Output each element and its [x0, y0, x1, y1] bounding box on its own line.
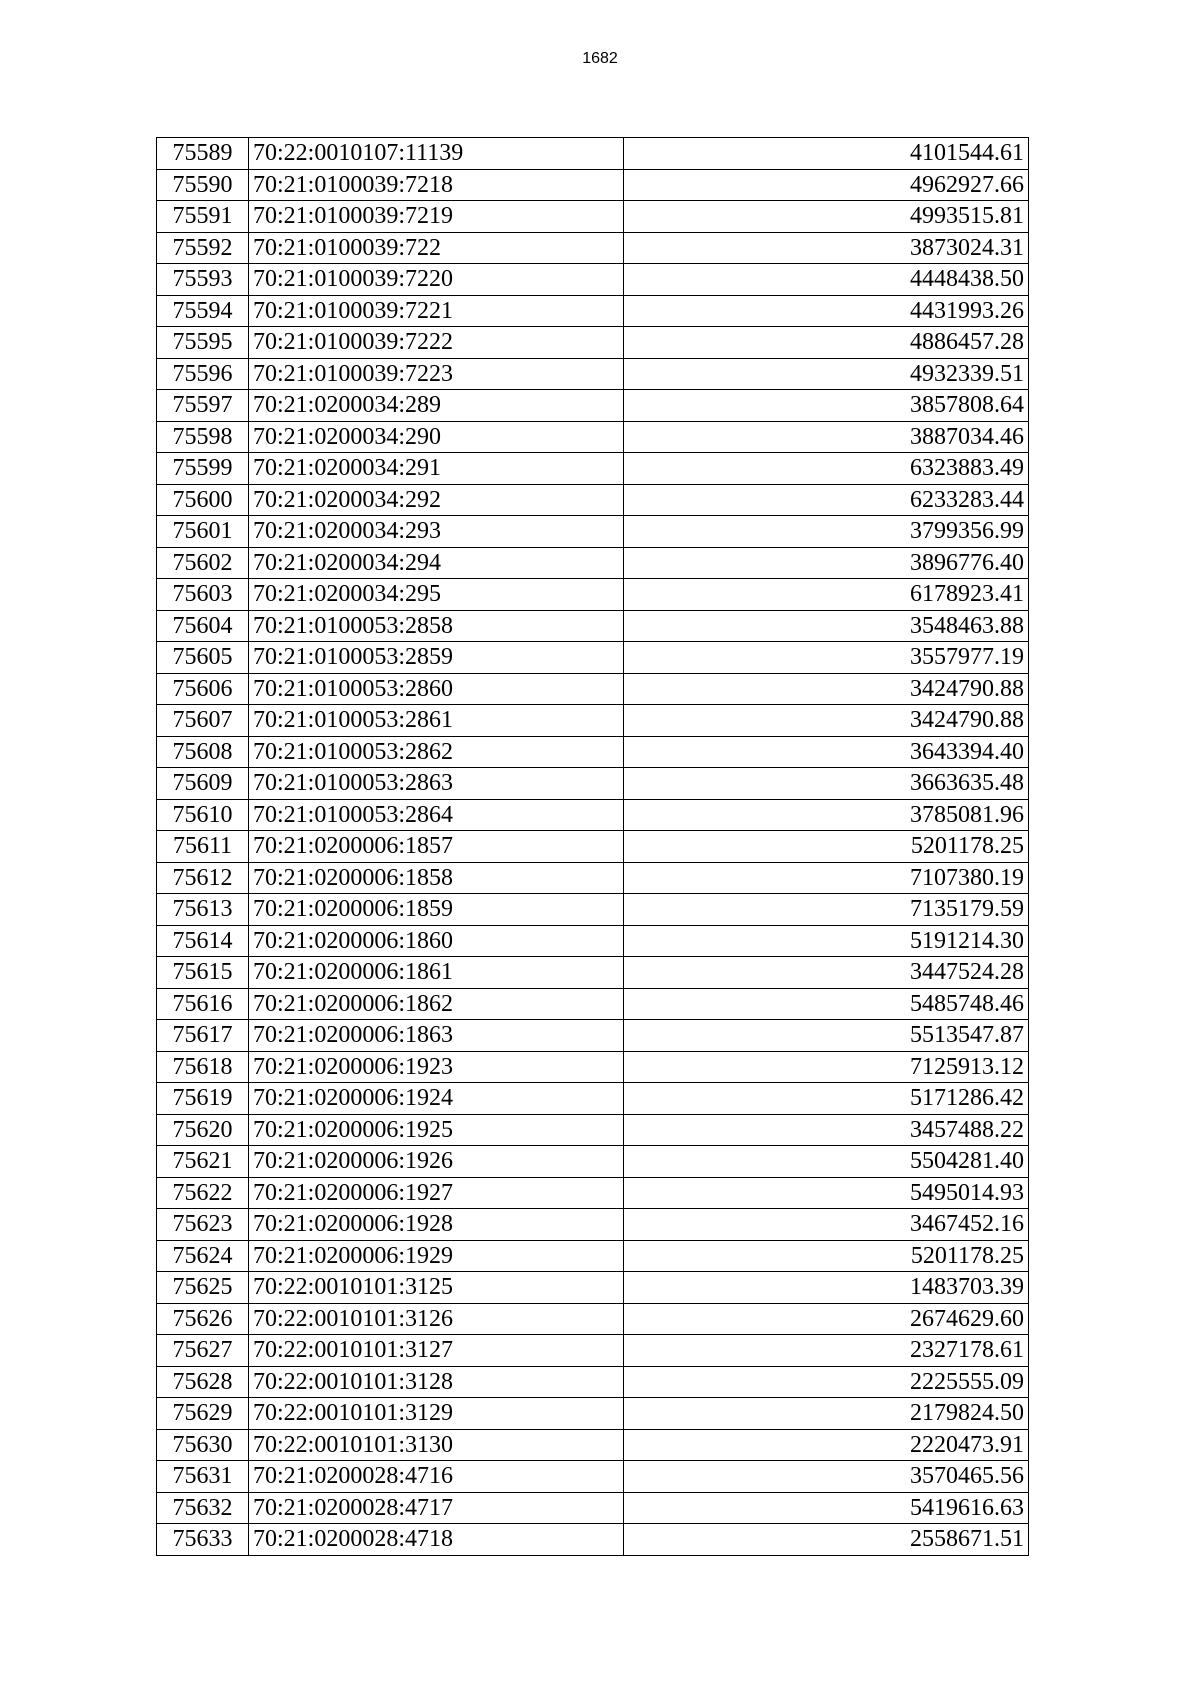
cadastral-number-cell: 70:21:0200006:1924 [249, 1083, 624, 1115]
cadastral-number-cell: 70:21:0100053:2862 [249, 736, 624, 768]
cadastral-number-cell: 70:22:0010101:3129 [249, 1398, 624, 1430]
row-number-cell: 75605 [157, 642, 249, 674]
row-number-cell: 75615 [157, 957, 249, 989]
table-row [157, 768, 1029, 800]
cadastral-value-cell: 4932339.51 [624, 358, 1029, 390]
table-row [157, 925, 1029, 957]
cadastral-value-cell: 7125913.12 [624, 1051, 1029, 1083]
table-row [157, 1114, 1029, 1146]
cadastral-number-cell: 70:21:0200006:1863 [249, 1020, 624, 1052]
table-row [157, 1209, 1029, 1241]
table-row [157, 1303, 1029, 1335]
cadastral-value-cell: 3663635.48 [624, 768, 1029, 800]
cadastral-value-cell: 6323883.49 [624, 453, 1029, 485]
cadastral-value-cell: 6178923.41 [624, 579, 1029, 611]
cadastral-value-cell: 5504281.40 [624, 1146, 1029, 1178]
cadastral-number-cell: 70:21:0200006:1927 [249, 1177, 624, 1209]
cadastral-number-cell: 70:21:0100039:722 [249, 232, 624, 264]
table-row [157, 169, 1029, 201]
row-number-cell: 75618 [157, 1051, 249, 1083]
table-row [157, 1051, 1029, 1083]
table-row [157, 421, 1029, 453]
cadastral-value-cell: 4962927.66 [624, 169, 1029, 201]
table-row [157, 957, 1029, 989]
cadastral-number-cell: 70:21:0200006:1859 [249, 894, 624, 926]
cadastral-value-cell: 2225555.09 [624, 1366, 1029, 1398]
cadastral-value-cell: 7135179.59 [624, 894, 1029, 926]
table-row [157, 579, 1029, 611]
table-row [157, 1366, 1029, 1398]
table-row [157, 1492, 1029, 1524]
row-number-cell: 75597 [157, 390, 249, 422]
row-number-cell: 75609 [157, 768, 249, 800]
cadastral-number-cell: 70:21:0200006:1926 [249, 1146, 624, 1178]
row-number-cell: 75614 [157, 925, 249, 957]
row-number-cell: 75589 [157, 138, 249, 170]
row-number-cell: 75610 [157, 799, 249, 831]
table-row [157, 1240, 1029, 1272]
row-number-cell: 75633 [157, 1524, 249, 1556]
cadastral-number-cell: 70:21:0200034:290 [249, 421, 624, 453]
cadastral-value-cell: 4448438.50 [624, 264, 1029, 296]
cadastral-value-cell: 3896776.40 [624, 547, 1029, 579]
table-row [157, 264, 1029, 296]
row-number-cell: 75629 [157, 1398, 249, 1430]
cadastral-number-cell: 70:21:0100053:2859 [249, 642, 624, 674]
row-number-cell: 75622 [157, 1177, 249, 1209]
table-body [157, 138, 1029, 1556]
table-row [157, 295, 1029, 327]
cadastral-number-cell: 70:21:0200034:293 [249, 516, 624, 548]
cadastral-number-cell: 70:21:0200028:4718 [249, 1524, 624, 1556]
cadastral-value-cell: 4431993.26 [624, 295, 1029, 327]
row-number-cell: 75599 [157, 453, 249, 485]
row-number-cell: 75611 [157, 831, 249, 863]
row-number-cell: 75602 [157, 547, 249, 579]
cadastral-value-cell: 4886457.28 [624, 327, 1029, 359]
table-row [157, 831, 1029, 863]
cadastral-number-cell: 70:21:0100053:2861 [249, 705, 624, 737]
row-number-cell: 75620 [157, 1114, 249, 1146]
row-number-cell: 75621 [157, 1146, 249, 1178]
table-row [157, 138, 1029, 170]
row-number-cell: 75630 [157, 1429, 249, 1461]
table-row [157, 484, 1029, 516]
row-number-cell: 75596 [157, 358, 249, 390]
cadastral-value-cell: 4993515.81 [624, 201, 1029, 233]
row-number-cell: 75613 [157, 894, 249, 926]
cadastral-number-cell: 70:21:0100039:7220 [249, 264, 624, 296]
table-row [157, 705, 1029, 737]
cadastral-number-cell: 70:21:0200028:4717 [249, 1492, 624, 1524]
table-row [157, 1398, 1029, 1430]
cadastral-value-cell: 4101544.61 [624, 138, 1029, 170]
table-row [157, 1177, 1029, 1209]
cadastral-value-cell: 5513547.87 [624, 1020, 1029, 1052]
row-number-cell: 75591 [157, 201, 249, 233]
cadastral-value-cell: 2674629.60 [624, 1303, 1029, 1335]
cadastral-value-cell: 5201178.25 [624, 831, 1029, 863]
table-row [157, 1429, 1029, 1461]
cadastral-value-cell: 3799356.99 [624, 516, 1029, 548]
row-number-cell: 75606 [157, 673, 249, 705]
table-row [157, 516, 1029, 548]
cadastral-number-cell: 70:21:0200034:291 [249, 453, 624, 485]
cadastral-value-table [156, 137, 1029, 1556]
cadastral-value-cell: 3857808.64 [624, 390, 1029, 422]
row-number-cell: 75603 [157, 579, 249, 611]
row-number-cell: 75625 [157, 1272, 249, 1304]
cadastral-value-cell: 3424790.88 [624, 673, 1029, 705]
cadastral-value-cell: 3887034.46 [624, 421, 1029, 453]
table-row [157, 358, 1029, 390]
cadastral-value-cell: 3570465.56 [624, 1461, 1029, 1493]
table-row [157, 201, 1029, 233]
cadastral-value-cell: 3424790.88 [624, 705, 1029, 737]
cadastral-number-cell: 70:21:0100053:2863 [249, 768, 624, 800]
cadastral-number-cell: 70:21:0200034:295 [249, 579, 624, 611]
cadastral-value-cell: 3447524.28 [624, 957, 1029, 989]
table-row [157, 1272, 1029, 1304]
table-row [157, 1083, 1029, 1115]
row-number-cell: 75626 [157, 1303, 249, 1335]
table-row [157, 232, 1029, 264]
table-row [157, 1335, 1029, 1367]
cadastral-value-cell: 2220473.91 [624, 1429, 1029, 1461]
cadastral-number-cell: 70:21:0100039:7219 [249, 201, 624, 233]
cadastral-value-cell: 5191214.30 [624, 925, 1029, 957]
row-number-cell: 75619 [157, 1083, 249, 1115]
row-number-cell: 75632 [157, 1492, 249, 1524]
table-row [157, 1524, 1029, 1556]
row-number-cell: 75594 [157, 295, 249, 327]
row-number-cell: 75616 [157, 988, 249, 1020]
cadastral-value-cell: 3643394.40 [624, 736, 1029, 768]
cadastral-value-cell: 2179824.50 [624, 1398, 1029, 1430]
cadastral-number-cell: 70:21:0200006:1929 [249, 1240, 624, 1272]
cadastral-value-cell: 3457488.22 [624, 1114, 1029, 1146]
table-row [157, 799, 1029, 831]
page-number: 1682 [582, 50, 618, 67]
cadastral-value-cell: 6233283.44 [624, 484, 1029, 516]
cadastral-value-cell: 2327178.61 [624, 1335, 1029, 1367]
cadastral-number-cell: 70:21:0100039:7223 [249, 358, 624, 390]
cadastral-number-cell: 70:21:0100053:2864 [249, 799, 624, 831]
row-number-cell: 75607 [157, 705, 249, 737]
cadastral-number-cell: 70:22:0010101:3127 [249, 1335, 624, 1367]
row-number-cell: 75604 [157, 610, 249, 642]
cadastral-number-cell: 70:21:0200006:1861 [249, 957, 624, 989]
cadastral-value-cell: 5495014.93 [624, 1177, 1029, 1209]
table-row [157, 736, 1029, 768]
cadastral-number-cell: 70:21:0200034:292 [249, 484, 624, 516]
cadastral-value-cell: 5201178.25 [624, 1240, 1029, 1272]
cadastral-value-cell: 3467452.16 [624, 1209, 1029, 1241]
row-number-cell: 75608 [157, 736, 249, 768]
cadastral-value-cell: 1483703.39 [624, 1272, 1029, 1304]
cadastral-number-cell: 70:22:0010101:3128 [249, 1366, 624, 1398]
row-number-cell: 75617 [157, 1020, 249, 1052]
cadastral-number-cell: 70:21:0200028:4716 [249, 1461, 624, 1493]
cadastral-number-cell: 70:21:0200006:1860 [249, 925, 624, 957]
row-number-cell: 75592 [157, 232, 249, 264]
cadastral-number-cell: 70:21:0200034:294 [249, 547, 624, 579]
cadastral-number-cell: 70:21:0200006:1923 [249, 1051, 624, 1083]
cadastral-number-cell: 70:21:0200006:1862 [249, 988, 624, 1020]
table-row [157, 1461, 1029, 1493]
cadastral-value-cell: 7107380.19 [624, 862, 1029, 894]
cadastral-number-cell: 70:21:0100053:2858 [249, 610, 624, 642]
cadastral-number-cell: 70:21:0200006:1925 [249, 1114, 624, 1146]
row-number-cell: 75598 [157, 421, 249, 453]
cadastral-number-cell: 70:22:0010107:11139 [249, 138, 624, 170]
table-row [157, 642, 1029, 674]
cadastral-value-cell: 3548463.88 [624, 610, 1029, 642]
cadastral-value-cell: 3873024.31 [624, 232, 1029, 264]
row-number-cell: 75627 [157, 1335, 249, 1367]
cadastral-number-cell: 70:22:0010101:3125 [249, 1272, 624, 1304]
table-row [157, 453, 1029, 485]
cadastral-number-cell: 70:21:0100039:7221 [249, 295, 624, 327]
cadastral-number-cell: 70:22:0010101:3130 [249, 1429, 624, 1461]
row-number-cell: 75595 [157, 327, 249, 359]
cadastral-number-cell: 70:21:0100039:7218 [249, 169, 624, 201]
row-number-cell: 75612 [157, 862, 249, 894]
table-row [157, 610, 1029, 642]
table-row [157, 1146, 1029, 1178]
table-row [157, 862, 1029, 894]
row-number-cell: 75601 [157, 516, 249, 548]
table-row [157, 327, 1029, 359]
row-number-cell: 75600 [157, 484, 249, 516]
row-number-cell: 75631 [157, 1461, 249, 1493]
table-row [157, 988, 1029, 1020]
table-row [157, 390, 1029, 422]
cadastral-value-cell: 5485748.46 [624, 988, 1029, 1020]
cadastral-value-cell: 5171286.42 [624, 1083, 1029, 1115]
cadastral-number-cell: 70:22:0010101:3126 [249, 1303, 624, 1335]
cadastral-value-cell: 5419616.63 [624, 1492, 1029, 1524]
row-number-cell: 75593 [157, 264, 249, 296]
cadastral-number-cell: 70:21:0100039:7222 [249, 327, 624, 359]
cadastral-number-cell: 70:21:0100053:2860 [249, 673, 624, 705]
cadastral-number-cell: 70:21:0200034:289 [249, 390, 624, 422]
cadastral-value-cell: 2558671.51 [624, 1524, 1029, 1556]
table-row [157, 673, 1029, 705]
cadastral-value-cell: 3785081.96 [624, 799, 1029, 831]
cadastral-number-cell: 70:21:0200006:1858 [249, 862, 624, 894]
table-row [157, 1020, 1029, 1052]
row-number-cell: 75628 [157, 1366, 249, 1398]
cadastral-number-cell: 70:21:0200006:1857 [249, 831, 624, 863]
row-number-cell: 75624 [157, 1240, 249, 1272]
table-row [157, 894, 1029, 926]
table-row [157, 547, 1029, 579]
cadastral-value-cell: 3557977.19 [624, 642, 1029, 674]
cadastral-number-cell: 70:21:0200006:1928 [249, 1209, 624, 1241]
row-number-cell: 75590 [157, 169, 249, 201]
row-number-cell: 75623 [157, 1209, 249, 1241]
